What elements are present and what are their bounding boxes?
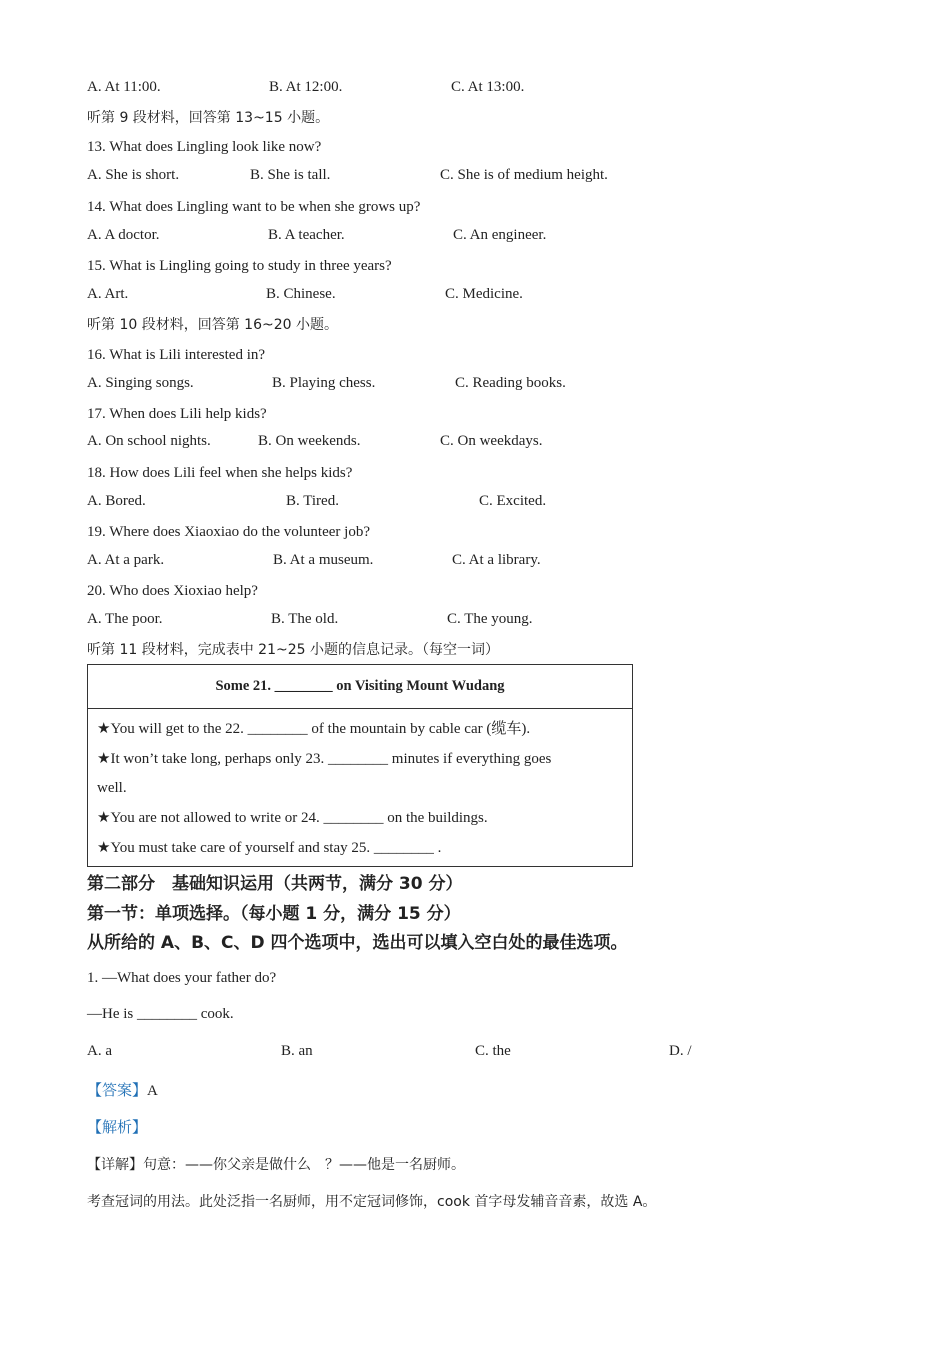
q13-option-a: A. She is short. [87,167,180,183]
mc1-option-b: B. an [281,1043,313,1059]
q14-option-b: B. A teacher. [268,227,345,243]
part-2-title: 第二部分 基础知识运用（共两节，满分 30 分） [87,874,463,894]
question-19: 19. Where does Xiaoxiao do the volunteer job? [87,524,370,540]
q16-option-a: A. Singing songs. [87,375,194,391]
question-17: 17. When does Lili help kids? [87,406,267,422]
q19-option-a: A. At a park. [87,552,165,568]
q16-option-b: B. Playing chess. [272,375,376,391]
info-record-table [87,664,633,867]
q12-option-a: A. At 11:00. [87,79,161,95]
q13-option-b: B. She is tall. [250,167,331,183]
question-18: 18. How does Lili feel when she helps kids? [87,465,353,481]
table-row-22: ★You will get to the 22. ________ of the mountain by cable car (缆车). [97,721,531,737]
question-16: 16. What is Lili interested in? [87,347,266,363]
q20-option-c: C. The young. [447,611,533,627]
q15-option-b: B. Chinese. [266,286,336,302]
detail-line: 【详解】句意：——你父亲是做什么 ？——他是一名厨师。 [87,1157,465,1173]
section-10-instruction: 听第 10 段材料，回答第 16~20 小题。 [87,317,338,333]
q14-option-c: C. An engineer. [453,227,547,243]
table-row-24: ★You are not allowed to write or 24. ________ on the buildings. [97,810,488,826]
table-row-23: ★It won’t take long, perhaps only 23. ________ minutes if everything goes [97,751,552,767]
q17-option-c: C. On weekdays. [440,433,543,449]
answer-label: 【答案】 [87,1081,148,1099]
answer-value: A [147,1083,158,1099]
analysis-line [87,1117,147,1138]
mc-question-1: 1. —What does your father do? [87,970,277,986]
q17-option-a: A. On school nights. [87,433,211,449]
explanation-line: 考查冠词的用法。此处泛指一名厨师，用不定冠词修饰，cook 首字母发辅音音素，故选 A。 [87,1194,657,1210]
q18-option-b: B. Tired. [286,493,339,509]
question-20: 20. Who does Xioxiao help? [87,583,258,599]
q18-option-a: A. Bored. [87,493,146,509]
question-14: 14. What does Lingling want to be when she grows up? [87,199,421,215]
q13-option-c: C. She is of medium height. [440,167,608,183]
q19-option-b: B. At a museum. [273,552,374,568]
q16-option-c: C. Reading books. [455,375,566,391]
question-13: 13. What does Lingling look like now? [87,139,322,155]
table-heading: Some 21. ________ on Visiting Mount Wudang [88,665,632,709]
q15-option-c: C. Medicine. [445,286,523,302]
q17-option-b: B. On weekends. [258,433,361,449]
mc-question-1-reply: —He is ________ cook. [87,1006,234,1022]
answer-line [87,1080,158,1101]
q12-option-c: C. At 13:00. [451,79,525,95]
q20-option-b: B. The old. [271,611,339,627]
mc1-option-d: D. / [669,1043,692,1059]
analysis-label: 【解析】 [87,1118,148,1136]
mc1-option-c: C. the [475,1043,511,1059]
section-9-instruction: 听第 9 段材料，回答第 13~15 小题。 [87,110,330,126]
table-row-23-cont: well. [97,780,127,796]
q18-option-c: C. Excited. [479,493,547,509]
mc1-option-a: A. a [87,1043,112,1059]
part-2-instruction: 从所给的 A、B、C、D 四个选项中，选出可以填入空白处的最佳选项。 [87,933,628,953]
q15-option-a: A. Art. [87,286,129,302]
part-2-section-1-title: 第一节：单项选择。（每小题 1 分，满分 15 分） [87,904,461,924]
section-11-instruction: 听第 11 段材料，完成表中 21~25 小题的信息记录。（每空一词） [87,642,499,658]
table-row-25: ★You must take care of yourself and stay 25. ________ . [97,840,442,856]
question-15: 15. What is Lingling going to study in three years? [87,258,392,274]
q19-option-c: C. At a library. [452,552,541,568]
q20-option-a: A. The poor. [87,611,163,627]
q12-option-b: B. At 12:00. [269,79,343,95]
q14-option-a: A. A doctor. [87,227,160,243]
